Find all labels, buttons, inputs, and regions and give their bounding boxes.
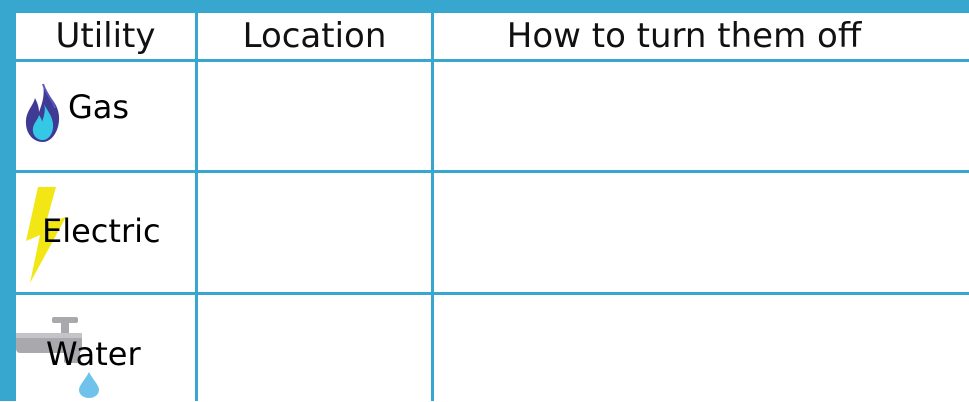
electric-how-to-turn-off-cell[interactable] [434,173,969,292]
header-utility: Utility [55,16,156,56]
utility-label-water: Water [46,335,141,373]
water-how-to-turn-off-cell[interactable] [434,295,969,401]
utility-label-electric: Electric [42,212,161,250]
table-top-border [0,0,969,13]
electric-location-cell[interactable] [198,173,431,292]
water-drop-icon [79,372,99,402]
header-location: Location [242,16,387,56]
water-location-cell[interactable] [198,295,431,401]
flame-icon [22,82,64,148]
gas-how-to-turn-off-cell[interactable] [434,62,969,170]
utility-label-gas: Gas [68,88,130,126]
header-how-to-turn-off: How to turn them off [506,16,862,56]
gas-location-cell[interactable] [198,62,431,170]
